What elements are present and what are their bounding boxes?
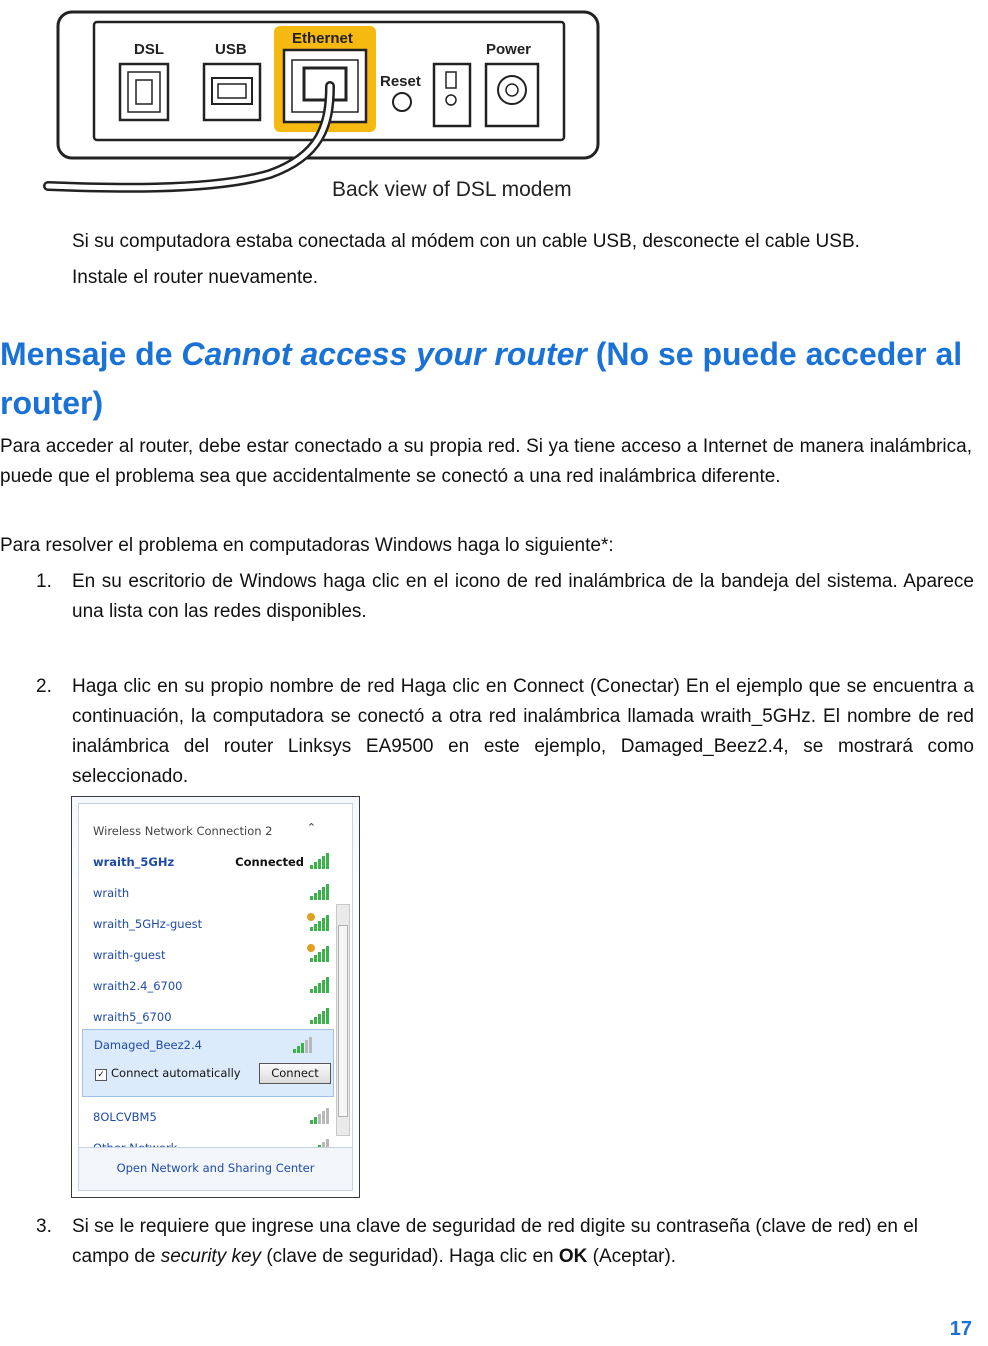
connected-status: Connected xyxy=(235,855,304,869)
dsl-label: DSL xyxy=(134,41,164,58)
connect-automatically-label: Connect automatically xyxy=(111,1066,241,1080)
network-name: wraith_5GHz-guest xyxy=(93,917,203,931)
scrollbar-thumb[interactable] xyxy=(338,925,348,1117)
signal-strength-secured-icon xyxy=(310,915,330,931)
power-jack-icon xyxy=(486,64,538,126)
step-1-number: 1. xyxy=(36,571,52,592)
signal-strength-icon xyxy=(310,977,330,993)
ethernet-label: Ethernet xyxy=(292,30,353,47)
signal-strength-icon xyxy=(310,1108,330,1124)
network-name: wraith2.4_6700 xyxy=(93,979,183,993)
modem-back-view-figure xyxy=(40,6,620,212)
body-paragraph-2: Para resolver el problema en computadoras Windows haga lo siguiente*: xyxy=(0,535,614,556)
network-name: wraith5_6700 xyxy=(93,1010,172,1024)
step-2-text: Haga clic en su propio nombre de red Haga clic en Connect (Conectar) En el ejemplo que se encuentra a continuación, la computadora se conectó a otra red inalámbrica llamada wraith_5GHz. El nombre de red inalámbrica del router Linksys EA9500 en este ejemplo, Damaged_Beez2.4, se mostrará como seleccionado. xyxy=(72,676,974,787)
power-switch-icon xyxy=(434,64,470,126)
signal-strength-icon xyxy=(310,1008,330,1024)
figure-caption: Back view of DSL modem xyxy=(332,178,572,201)
section-heading xyxy=(0,330,975,428)
network-item[interactable] xyxy=(79,1101,336,1132)
network-item[interactable] xyxy=(79,877,336,908)
signal-strength-secured-icon xyxy=(310,946,330,962)
scrollbar[interactable] xyxy=(336,904,350,1136)
panel-header: Wireless Network Connection 2 xyxy=(93,824,273,838)
panel-footer xyxy=(79,1147,352,1190)
usb-label: USB xyxy=(215,41,247,58)
security-key-term: security key xyxy=(160,1246,262,1267)
network-name: wraith xyxy=(93,886,130,900)
signal-strength-icon xyxy=(310,884,330,900)
step-3-text xyxy=(72,1212,978,1272)
step-3-number: 3. xyxy=(36,1216,52,1237)
heading-italic: Cannot access your router xyxy=(181,336,587,372)
network-item-connected[interactable] xyxy=(79,846,336,877)
heading-suffix: (No se puede acceder al router) xyxy=(0,336,963,421)
step-1-text: En su escritorio de Windows haga clic en el icono de red inalámbrica de la bandeja del sistema. Aparece una lista con las redes disponibles. xyxy=(72,571,974,622)
open-network-sharing-link[interactable]: Open Network and Sharing Center xyxy=(116,1161,315,1175)
page-number: 17 xyxy=(949,1318,972,1340)
intro-line-1: Si su computadora estaba conectada al módem con un cable USB, desconecte el cable USB. xyxy=(72,231,860,252)
network-name: wraith-guest xyxy=(93,948,166,962)
dsl-port-icon xyxy=(120,64,168,120)
heading-prefix: Mensaje de xyxy=(0,336,182,372)
connect-button[interactable]: Connect xyxy=(259,1063,331,1084)
network-item-selected[interactable] xyxy=(82,1029,334,1097)
intro-line-2: Instale el router nuevamente. xyxy=(72,267,319,288)
network-item[interactable] xyxy=(79,939,336,970)
signal-strength-icon xyxy=(310,853,330,869)
wireless-networks-panel xyxy=(71,796,360,1198)
networks-list xyxy=(78,803,353,1191)
step-3-text-part: Si se le requiere que ingrese una clave de seguridad de red digite su contraseña (clave de red) en el campo de xyxy=(72,1216,919,1267)
network-name: 8OLCVBM5 xyxy=(93,1110,157,1124)
reset-button-icon xyxy=(393,93,411,111)
network-item[interactable] xyxy=(79,1001,336,1032)
reset-label: Reset xyxy=(380,73,421,90)
power-label: Power xyxy=(486,41,532,58)
network-name: wraith_5GHz xyxy=(93,855,175,869)
step-2-number: 2. xyxy=(36,676,52,697)
step-3-text-part: (Aceptar). xyxy=(587,1246,677,1267)
network-name: Damaged_Beez2.4 xyxy=(94,1038,202,1052)
signal-strength-icon xyxy=(293,1037,313,1053)
collapse-icon[interactable]: ⌃ xyxy=(306,821,316,834)
ok-term: OK xyxy=(558,1246,588,1267)
network-item[interactable] xyxy=(79,908,336,939)
body-paragraph-1: Para acceder al router, debe estar conectado a su propia red. Si ya tiene acceso a Internet de manera inalámbrica, puede que el problema sea que accidentalmente se conectó a una red inalámbrica diferente. xyxy=(0,436,972,487)
connect-automatically-checkbox[interactable]: ✓ xyxy=(95,1069,107,1081)
network-item[interactable] xyxy=(79,970,336,1001)
step-3-text-part: (clave de seguridad). Haga clic en xyxy=(261,1246,559,1267)
usb-port-icon xyxy=(204,64,260,120)
